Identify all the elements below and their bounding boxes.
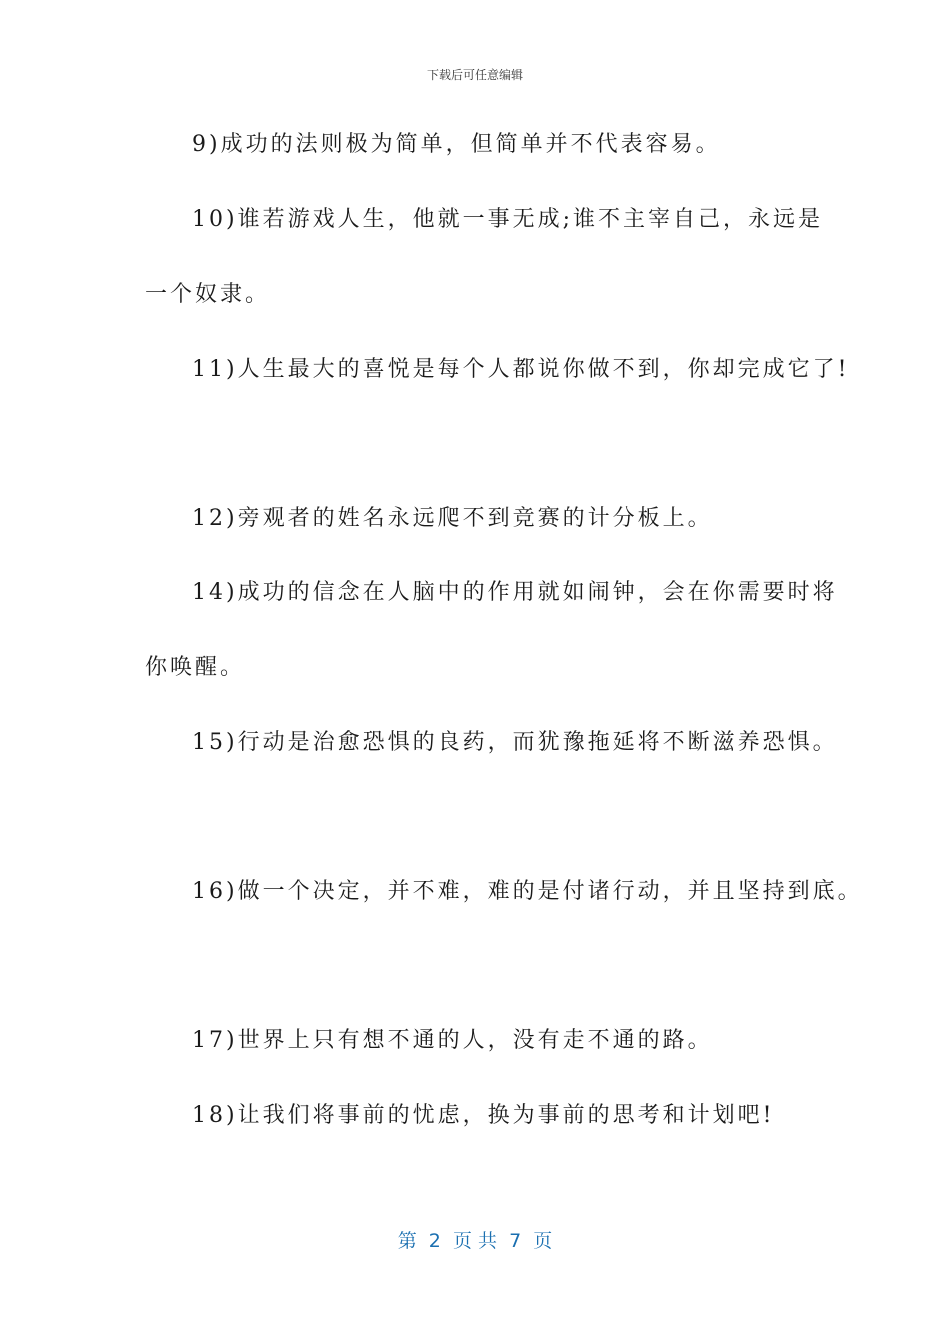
paragraph-10: 10)谁若游戏人生，他就一事无成;谁不主宰自己，永远是 (192, 207, 823, 232)
page-number-footer: 第 2 页 共 7 页 (397, 1230, 553, 1252)
paragraph-16: 16)做一个决定，并不难，难的是付诸行动，并且坚持到底。 (192, 879, 863, 904)
paragraph-15: 15)行动是治愈恐惧的良药，而犹豫拖延将不断滋养恐惧。 (192, 730, 838, 755)
paragraph-14-continuation: 你唤醒。 (145, 655, 246, 680)
paragraph-10-continuation: 一个奴隶。 (145, 282, 271, 307)
paragraph-9: 9)成功的法则极为简单，但简单并不代表容易。 (192, 132, 721, 157)
paragraph-14: 14)成功的信念在人脑中的作用就如闹钟，会在你需要时将 (192, 580, 838, 605)
paragraph-17: 17)世界上只有想不通的人，没有走不通的路。 (192, 1028, 713, 1053)
paragraph-18: 18)让我们将事前的忧虑，换为事前的思考和计划吧! (192, 1103, 775, 1128)
page-header: 下载后可任意编辑 (426, 68, 523, 82)
paragraph-12: 12)旁观者的姓名永远爬不到竞赛的计分板上。 (192, 506, 713, 531)
paragraph-11: 11)人生最大的喜悦是每个人都说你做不到，你却完成它了! (192, 357, 850, 382)
